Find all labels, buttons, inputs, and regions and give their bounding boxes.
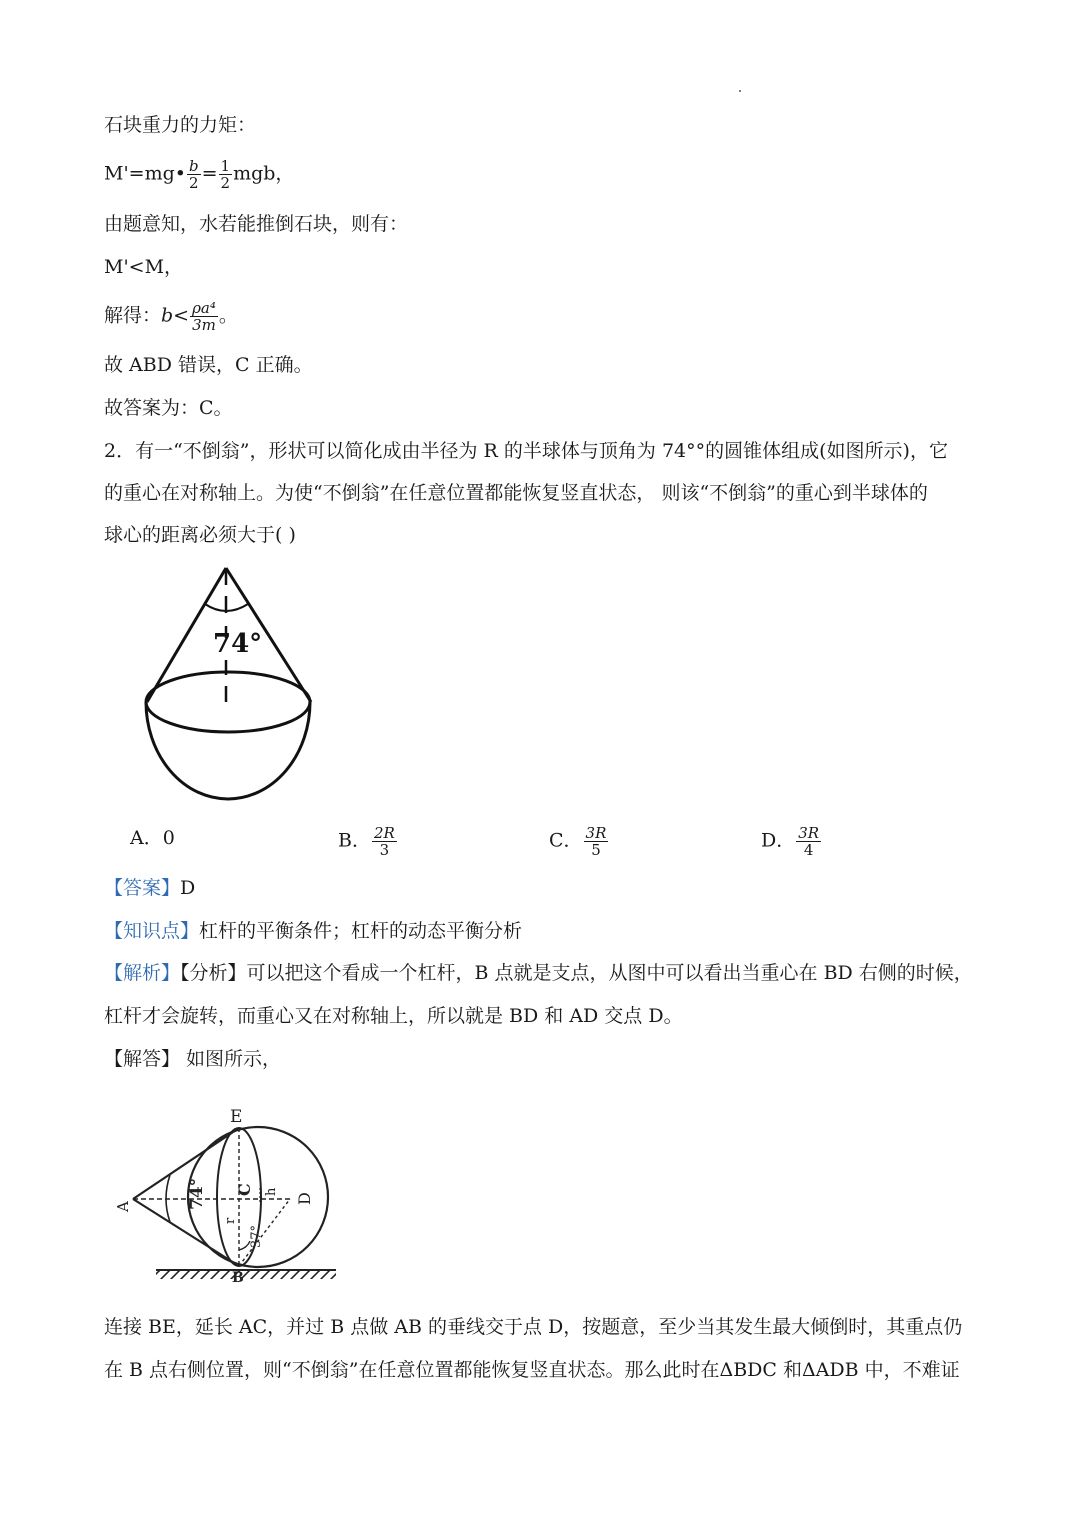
tumbler-figure xyxy=(135,560,325,805)
question-text: 2．有一“不倒翁”，形状可以简化成由半径为 R 的半球体与顶角为 74°°的圆锥体组成(如图所示)，它 xyxy=(104,440,948,462)
text-line: 故 ABD 错误，C 正确。 xyxy=(104,354,313,376)
fraction: $\frac{3R}{5}$ xyxy=(585,824,607,859)
final-text: 在 B 点右侧位置，则“不倒翁”在任意位置都能恢复竖直状态。那么此时在ΔBDC 和ΔADB 中，不难证 xyxy=(104,1359,960,1381)
option-a: A．0 xyxy=(130,827,175,849)
question-text: 的重心在对称轴上。为使“不倒翁”在任意位置都能恢复竖直状态， 则该“不倒翁”的重心到半球体的 xyxy=(104,482,928,504)
fraction: $\frac{1}{2}$ xyxy=(220,157,231,192)
label-37: 37° xyxy=(249,1224,264,1248)
fraction: $\frac{3R}{4}$ xyxy=(798,824,820,859)
fraction: $\frac{2R}{3}$ xyxy=(373,824,395,859)
fraction: $\frac{\text{ρa⁴}}{3m}$ xyxy=(192,299,216,334)
label-c: C xyxy=(235,1183,254,1196)
label-d: D xyxy=(295,1192,314,1205)
analysis-tag: 【解析】 xyxy=(104,962,181,984)
fraction: $\frac{b}{2}$ xyxy=(188,157,199,192)
formula-moment: M'=mg• $\frac{b}{2}$ = $\frac{1}{2}$ mgb， xyxy=(104,157,295,192)
option-c: C． $\frac{3R}{5}$ xyxy=(549,824,607,859)
analysis-line-2: 杠杆才会旋转，而重心又在对称轴上，所以就是 BD 和 AD 交点 D。 xyxy=(104,1005,683,1027)
answer-tag: 【答案】 xyxy=(104,877,181,899)
label-a: A xyxy=(114,1201,132,1212)
label-b: B xyxy=(232,1270,244,1286)
knowledge-line: 【知识点】杠杆的平衡条件；杠杆的动态平衡分析 xyxy=(104,920,523,942)
label-r: r xyxy=(223,1217,238,1224)
solution-line: 【解答】 如图所示， xyxy=(104,1048,282,1070)
stray-dot xyxy=(739,90,741,92)
text-line: 石块重力的力矩： xyxy=(104,114,257,136)
angle-label: 74° xyxy=(213,629,263,659)
knowledge-tag: 【知识点】 xyxy=(104,920,200,942)
label-74: 74° xyxy=(187,1177,207,1210)
formula-solution: 解得：b< $\frac{\text{ρa⁴}}{3m}$ 。 xyxy=(104,299,238,334)
option-b: B． $\frac{2R}{3}$ xyxy=(338,824,395,859)
question-text: 球心的距离必须大于( ) xyxy=(104,524,296,546)
solution-tag: 【解答】 xyxy=(104,1048,181,1070)
text-line: 故答案为：C。 xyxy=(104,397,233,419)
answer-line: 【答案】D xyxy=(104,877,196,899)
option-d: D． $\frac{3R}{4}$ xyxy=(761,824,820,859)
text-line: M'<M， xyxy=(104,256,184,278)
label-e: E xyxy=(230,1107,243,1127)
label-h: h xyxy=(264,1187,279,1196)
tilted-tumbler-figure xyxy=(110,1100,350,1290)
text-line: 由题意知，水若能推倒石块，则有： xyxy=(104,213,409,235)
final-text: 连接 BE，延长 AC，并过 B 点做 AB 的垂线交于点 D，按题意，至少当其发生最大倾倒时，其重点仍 xyxy=(104,1316,963,1338)
analysis-line: 【解析】【分析】可以把这个看成一个杠杆，B 点就是支点，从图中可以看出当重心在 BD 右侧的时候， xyxy=(104,962,973,984)
